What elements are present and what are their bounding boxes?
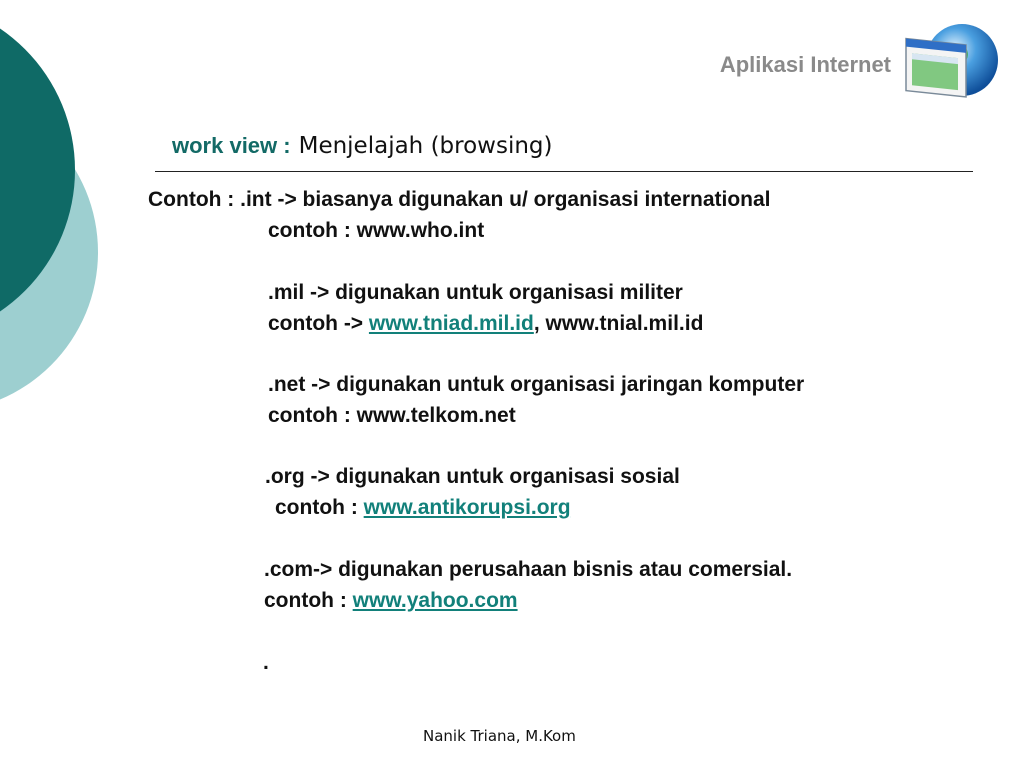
net-example: contoh : www.telkom.net (268, 404, 516, 427)
org-example (275, 496, 571, 520)
com-example (264, 589, 518, 613)
com-description: .com-> digunakan perusahaan bisnis atau comersial. (264, 558, 793, 581)
org-prefix: contoh : (275, 496, 364, 519)
mil-prefix: contoh -> (268, 312, 369, 335)
int-example: contoh : www.who.int (268, 219, 485, 242)
intro-line: Contoh : .int -> biasanya digunakan u/ organisasi international (148, 188, 771, 211)
yahoo-link[interactable]: www.yahoo.com (352, 589, 518, 612)
title-underline (155, 171, 973, 172)
com-prefix: contoh : (264, 589, 353, 612)
antikorupsi-link[interactable]: www.antikorupsi.org (363, 496, 571, 519)
net-description: .net -> digunakan untuk organisasi jaringan komputer (268, 373, 805, 396)
slide-title-text: Menjelajah (browsing) (298, 133, 553, 159)
footer-author: Nanik Triana, M.Kom (423, 727, 576, 745)
mil-suffix: , www.tnial.mil.id (533, 312, 704, 335)
tniad-link[interactable]: www.tniad.mil.id (368, 312, 534, 335)
mil-description: .mil -> digunakan untuk organisasi militer (268, 281, 683, 304)
org-description: .org -> digunakan untuk organisasi sosial (265, 465, 680, 488)
mil-example (268, 312, 703, 336)
decorative-circles (0, 0, 120, 420)
header-title: Aplikasi Internet (719, 52, 891, 77)
browser-globe-icon (900, 22, 1000, 106)
trailing-dot: . (263, 651, 269, 674)
slide-title (172, 133, 553, 159)
slide-title-bold: work view : (172, 133, 291, 158)
